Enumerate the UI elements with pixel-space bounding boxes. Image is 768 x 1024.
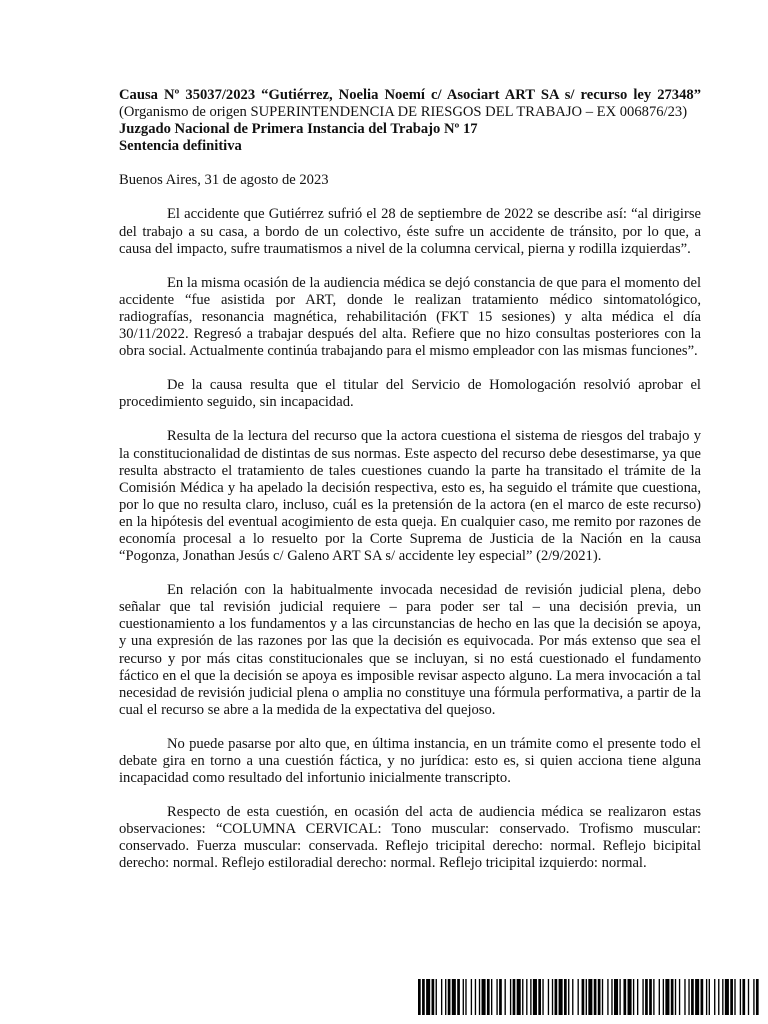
- barcode-bar: [701, 979, 704, 1015]
- barcode-bar: [548, 979, 549, 1015]
- barcode-bar: [482, 979, 486, 1015]
- barcode-bar: [513, 979, 516, 1015]
- barcode-bar: [487, 979, 490, 1015]
- paragraph-7: Respecto de esta cuestión, en ocasión del acta de audiencia médica se realizaron estas observaciones: “COLUMNA CERVICAL: Tono muscular: conservado. Trofismo muscular: conservado. Fuerza muscular: conservada. Reflejo tricipital derecho: normal. Reflejo bicipital derecho: normal. Reflejo estiloradial derecho: normal. Reflejo tricipital izquierdo: normal.: [119, 804, 701, 872]
- barcode-bar: [510, 979, 511, 1015]
- barcode-bar: [491, 979, 492, 1015]
- barcode-bar: [505, 979, 506, 1015]
- barcode-bar: [578, 979, 579, 1015]
- barcode-bar: [619, 979, 620, 1015]
- barcode-bar: [533, 979, 537, 1015]
- barcode-bar: [663, 979, 664, 1015]
- barcode-bar: [479, 979, 480, 1015]
- barcode-bar: [706, 979, 707, 1015]
- barcode-bar: [582, 979, 585, 1015]
- barcode-bar: [572, 979, 573, 1015]
- case-header: [119, 87, 701, 155]
- barcode-bar: [665, 979, 669, 1015]
- barcode-bar: [742, 979, 745, 1015]
- barcode-bar: [602, 979, 603, 1015]
- paragraph-6: No puede pasarse por alto que, en última instancia, en un trámite como el presente todo el debate gira en torno a una cuestión fáctica, y no jurídica: esto es, si quien acciona tiene alguna incapacidad como resultado del infortunio inicialmente transcripto.: [119, 735, 701, 787]
- barcode-bar: [637, 979, 638, 1015]
- barcode-bar: [542, 979, 543, 1015]
- barcode-bar: [734, 979, 735, 1015]
- case-caption: [119, 87, 701, 121]
- barcode-bar: [649, 979, 652, 1015]
- barcode-bar: [623, 979, 626, 1015]
- barcode-bar: [441, 979, 442, 1015]
- paragraph-4: Resulta de la lectura del recurso que la actora cuestiona el sistema de riesgos del trabajo y la constitucionalidad de distintas de sus normas. Este aspecto del recurso debe desestimarse, ya que resulta abstracto el tratamiento de tales cuestiones cuando la parte ha transitado el trámite de la Comisión Médica y ha apelado la decisión respectiva, esto es, ha seguido el trámite que cuestiona, por lo que no resulta claro, incluso, cuál es la pretensión de la actora (en el marco de este recurso) en la hipótesis del eventual acogimiento de esta queja. En cualquier caso, me remito por razones de economía procesal a lo resuelto por la Corte Suprema de Justicia de la Nación en la causa “Pogonza, Jonathan Jesús c/ Galeno ART SA s/ accidente ley especial” (2/9/2021).: [119, 428, 701, 565]
- barcode-bar: [679, 979, 680, 1015]
- barcode-bar: [522, 979, 523, 1015]
- barcode-bar: [695, 979, 699, 1015]
- paragraph-1: El accidente que Gutiérrez sufrió el 28 de septiembre de 2022 se describe así: “al dirigirse del trabajo a su casa, a bordo de un colectivo, éste sufre un accidente de tránsito, por lo que, a causa del impacto, sufre traumatismos a nivel de la columna cervical, pierna y rodilla izquierdas”.: [119, 206, 701, 257]
- barcode-bar: [475, 979, 476, 1015]
- barcode-bar: [614, 979, 618, 1015]
- barcode-bar: [538, 979, 541, 1015]
- barcode-image: [418, 979, 760, 1015]
- barcode-bar: [426, 979, 430, 1015]
- paragraph-3: De la causa resulta que el titular del Servicio de Homologación resolvió aprobar el procedimiento seguido, sin incapacidad.: [119, 377, 701, 411]
- barcode-bar: [671, 979, 674, 1015]
- document-page: [119, 87, 701, 890]
- barcode-bar: [463, 979, 464, 1015]
- court-name: Juzgado Nacional de Primera Instancia del Trabajo Nº 17: [119, 121, 478, 138]
- barcode-bar: [611, 979, 612, 1015]
- paragraph-5: En relación con la habitualmente invocada necesidad de revisión judicial plena, debo señalar que tal revisión judicial requiere – para poder ser tal – una decisión previa, un cuestionamiento a los fundamentos y a las circunstancias de hecho en las que la decisión se apoya, y una expresión de las razones por las que la decisión es equivocada. Por más extenso que sea el recurso y por más citas constitucionales que se incluyan, si no está cuestionado el fundamento fáctico en el que la decisión se apoya es imposible revisar aspecto alguno. La mera invocación a tal necesidad de revisión judicial plena o amplia no constituye una fórmula performativa, a partir de la cual el recurso se abre a la medida de la expectativa del quejoso.: [119, 582, 701, 718]
- barcode-bar: [753, 979, 754, 1015]
- barcode-bar: [684, 979, 685, 1015]
- barcode-bar: [740, 979, 741, 1015]
- barcode-bar: [432, 979, 435, 1015]
- barcode-bar: [691, 979, 694, 1015]
- barcode-bar: [594, 979, 597, 1015]
- barcode-bar: [588, 979, 592, 1015]
- barcode-bar: [552, 979, 553, 1015]
- barcode-bar: [756, 979, 759, 1015]
- barcode-bar: [730, 979, 733, 1015]
- case-origin: (Organismo de origen SUPERINTENDENCIA DE RIESGOS DEL TRABAJO – EX 006876/23): [119, 104, 688, 121]
- barcode-bar: [530, 979, 531, 1015]
- barcode-bar: [517, 979, 521, 1015]
- barcode-bar: [422, 979, 425, 1015]
- barcode-bar: [499, 979, 502, 1015]
- barcode-bar: [675, 979, 676, 1015]
- barcode-bar: [496, 979, 497, 1015]
- barcode-bar: [709, 979, 710, 1015]
- barcode-bar: [436, 979, 437, 1015]
- barcode-bar: [452, 979, 456, 1015]
- sentence-type: Sentencia definitiva: [119, 138, 242, 155]
- barcode-bar: [659, 979, 660, 1015]
- barcode-bar: [471, 979, 472, 1015]
- barcode-bar: [598, 979, 601, 1015]
- barcode-bar: [586, 979, 587, 1015]
- barcode-bar: [722, 979, 723, 1015]
- barcode-bar: [465, 979, 466, 1015]
- barcode-bar: [653, 979, 654, 1015]
- barcode-bar: [445, 979, 446, 1015]
- case-title: Causa Nº 35037/2023 “Gutiérrez, Noelia Noemí c/ Asociart ART SA s/ recurso ley 27348”: [119, 87, 701, 103]
- barcode-bar: [688, 979, 689, 1015]
- barcode-bar: [628, 979, 632, 1015]
- paragraph-2: En la misma ocasión de la audiencia médica se dejó constancia de que para el momento del accidente “fue asistida por ART, donde le realizan tratamiento médico sintomatológico, radiografías, resonancia magnética, rehabilitación (FKT 15 sesiones) y alta médica el día 30/11/2022. Regresó a trabajar después del alta. Refiere que no hizo consultas posteriores con la obra social. Actualmente continúa trabajando para el mismo empleador con las mismas funciones”.: [119, 274, 701, 360]
- barcode-bar: [607, 979, 608, 1015]
- barcode-bar: [564, 979, 567, 1015]
- barcode-bar: [457, 979, 460, 1015]
- barcode-bar: [642, 979, 643, 1015]
- barcode-bar: [714, 979, 715, 1015]
- barcode-bar: [645, 979, 648, 1015]
- barcode-bar: [448, 979, 451, 1015]
- barcode-bar: [526, 979, 527, 1015]
- barcode-bar: [559, 979, 563, 1015]
- barcode-bar: [718, 979, 719, 1015]
- barcode-bar: [633, 979, 634, 1015]
- barcode-bar: [568, 979, 569, 1015]
- barcode-bar: [418, 979, 421, 1015]
- barcode-bar: [748, 979, 749, 1015]
- barcode-bar: [555, 979, 558, 1015]
- barcode-bar: [725, 979, 729, 1015]
- date-line: Buenos Aires, 31 de agosto de 2023: [119, 172, 329, 189]
